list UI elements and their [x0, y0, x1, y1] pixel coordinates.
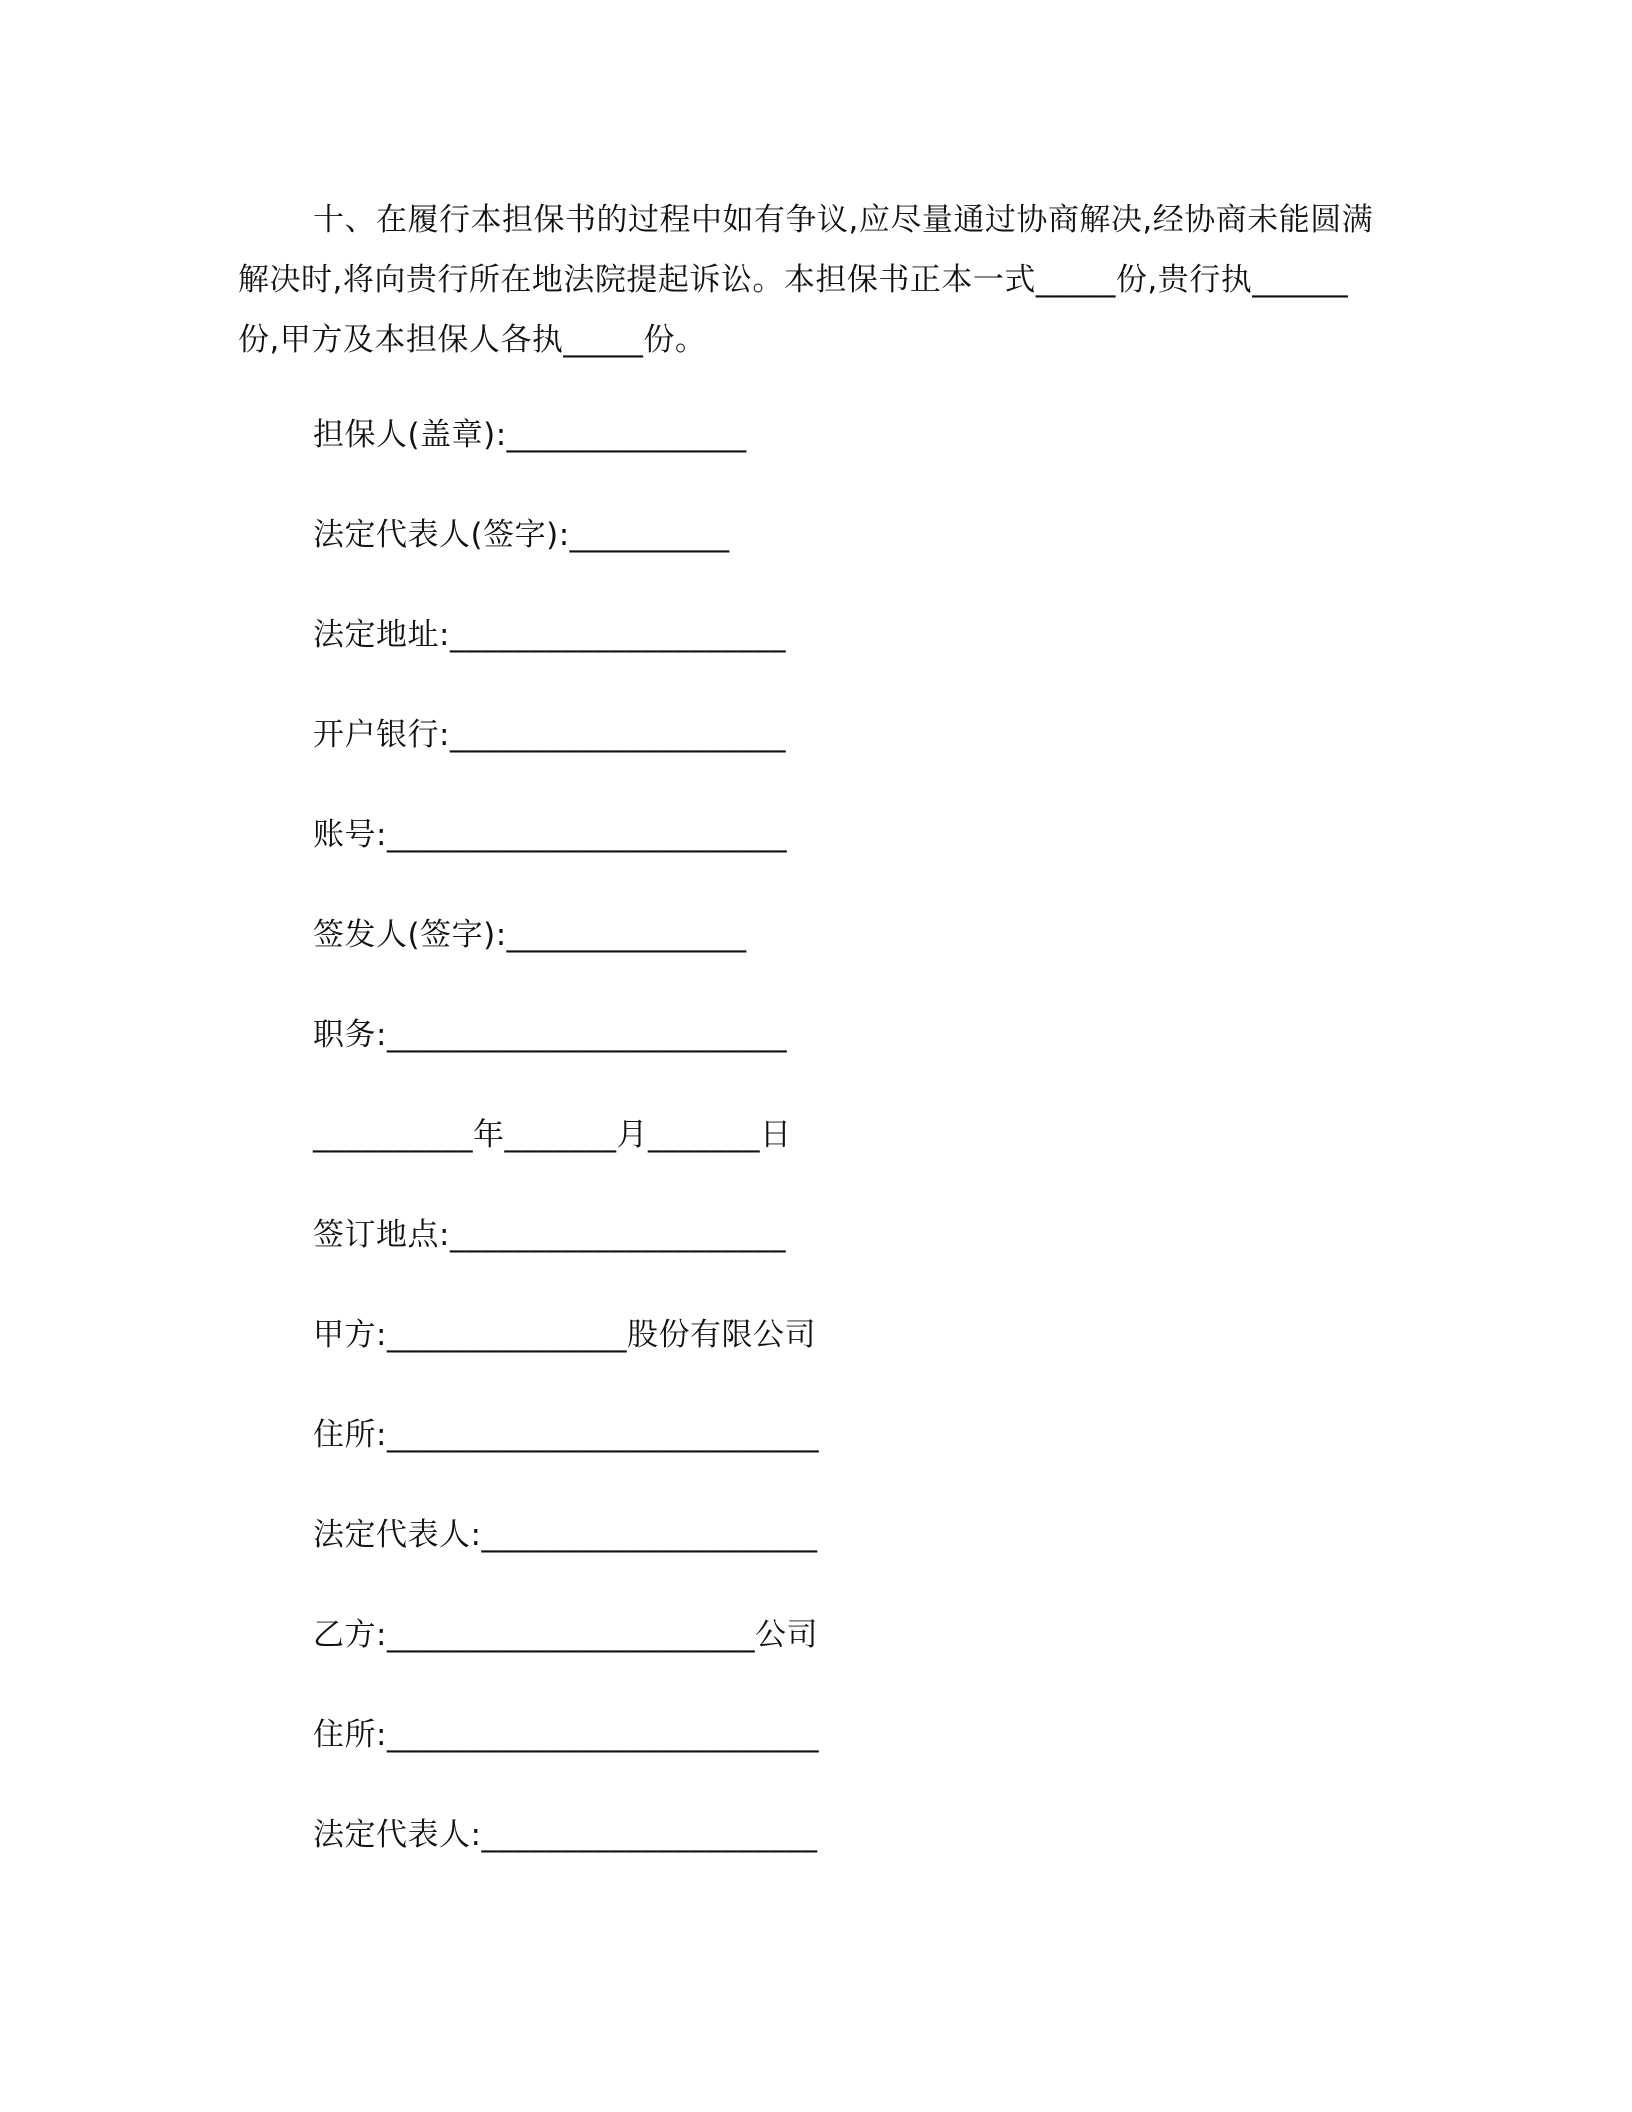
dispute-clause-paragraph — [238, 190, 1388, 370]
account-number-field: 账号:_________________________ — [313, 817, 787, 853]
legal-representative-signature-field: 法定代表人(签字):__________ — [313, 517, 730, 553]
legal-address-field: 法定地址:_____________________ — [313, 617, 786, 653]
party-a-field: 甲方:_______________股份有限公司 — [313, 1317, 816, 1353]
party-a-legal-representative-field: 法定代表人:_____________________ — [313, 1517, 818, 1553]
paragraph-line-3: 份,甲方及本担保人各执_____份。 — [238, 322, 707, 358]
paragraph-line-2: 解决时,将向贵行所在地法院提起诉讼。本担保书正本一式_____份,贵行执______ — [238, 262, 1349, 298]
opening-bank-field: 开户银行:_____________________ — [313, 717, 786, 753]
signing-location-field: 签订地点:_____________________ — [313, 1217, 786, 1253]
party-b-address-field: 住所:___________________________ — [313, 1717, 819, 1753]
date-field: __________年_______月_______日 — [313, 1117, 792, 1153]
party-a-address-field: 住所:___________________________ — [313, 1417, 819, 1453]
guarantor-seal-field: 担保人(盖章):_______________ — [313, 417, 747, 453]
party-b-field: 乙方:_______________________公司 — [313, 1617, 818, 1653]
party-b-legal-representative-field: 法定代表人:_____________________ — [313, 1817, 818, 1853]
paragraph-line-1: 十、在履行本担保书的过程中如有争议,应尽量通过协商解决,经协商未能圆满 — [313, 202, 1374, 238]
issuer-signature-field: 签发人(签字):_______________ — [313, 917, 747, 953]
position-field: 职务:_________________________ — [313, 1017, 787, 1053]
